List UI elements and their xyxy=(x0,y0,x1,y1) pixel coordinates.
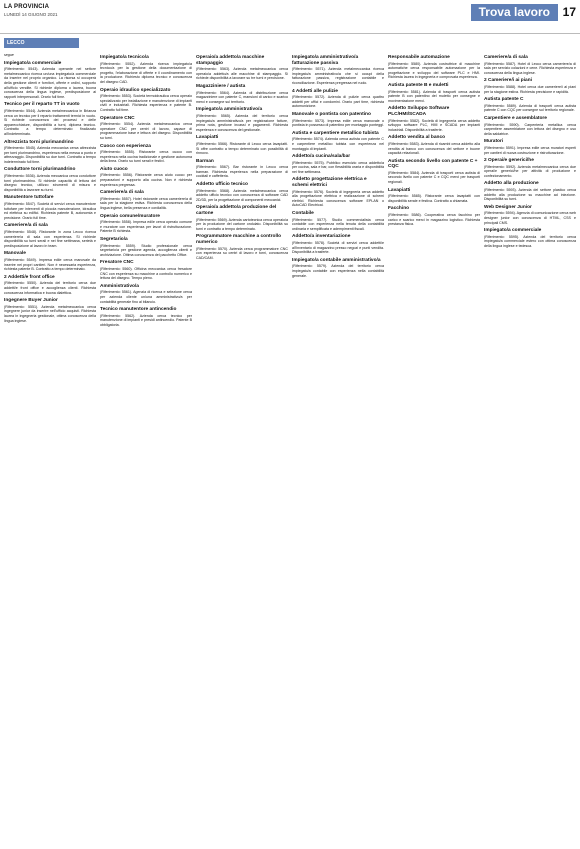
listing-title: Addetto/a cucina/sala/bar xyxy=(292,154,351,160)
newspaper-name: LA PROVINCIA xyxy=(4,4,50,10)
section-title-light: lavoro xyxy=(513,5,550,19)
column-tag: LECCO xyxy=(4,38,79,48)
listing-body: (Riferimento: 5590). Carpenteria metallica cerca carpentiere assemblatore con lettura del disegno e uso della saldatrice. xyxy=(484,122,576,136)
listing-body: (Riferimento: 5554). Azienda metalmeccanica cerca operatore CNC per centri di lavoro, capace di programmazione base e lettura del disegno. Disponibilità su turni. xyxy=(100,122,192,140)
section-title xyxy=(471,4,558,21)
listing-title: Muratori xyxy=(484,139,504,145)
listing-body: (Riferimento: 5568). Azienda metalmeccanica cerca addetto ufficio tecnico con conoscenza di software CAD 2D/3D, per la progettazione di componenti meccanici. xyxy=(196,188,288,202)
listing-body: (Riferimento: 5562). Azienda cerca tecnico per manutenzione di impianti e presidi antincendio. Patente B obbligatoria. xyxy=(100,313,192,327)
listing-title: Barman xyxy=(196,158,214,164)
listing-body: (Riferimento: 5577). Studio commercialista cerca contabile con esperienza nella tenuta della contabilità ordinaria e semplificata e adempimenti fiscali. xyxy=(292,217,384,231)
listing-title: Magazziniere / autista xyxy=(196,83,246,89)
listing-body: (Riferimento: 5547). Società di servizi cerca manutentore tuttofare per interventi di piccola manutenzione, idraulica ed elettrica su edifici. Richiesta patente B, autonomia e precisione. Orario full time. xyxy=(4,202,96,220)
listing-body: (Riferimento: 5564). Azienda di distribuzione cerca magazziniere con patente C, mansioni di carico e scarico merci e consegne sul territorio. xyxy=(196,90,288,104)
listing-title: Autista patente C xyxy=(484,97,524,103)
listing-title: Tecnico per il reparto TT in vuoto xyxy=(4,102,80,108)
listing-body: (Riferimento: 5548). Ristorante in zona Lecco ricerca cameriere/a di sala con esperienza. Si richiede disponibilità su turni serali e nei fine settimana, serietà e predisposizione al lavoro in team. xyxy=(4,230,96,248)
listing-body: (Riferimento: 5551). Azienda metalmeccanica cerca ingegnere junior da inserire nell'ufficio acquisti. Richiesta laurea in ingegneria gestionale, ottima conoscenza della lingua inglese. xyxy=(4,304,96,323)
listing-body: (Riferimento: 5544). Azienda metalmeccanica in Brianza cerca un tecnico per il reparto trattamenti termici in vuoto. Si richiede conoscenza dei processi e delle apparecchiature, disponibilità a turni, diploma tecnico. Contratto a tempo determinato finalizzato all'indeterminato. xyxy=(4,108,96,136)
listing-title: Operatore CNC xyxy=(100,115,135,121)
listing-column xyxy=(100,52,192,844)
listing-body: (Riferimento: 5543). Azienda operante nel settore metalmeccanico ricerca un/una impiegato/a commerciale da inserire nel proprio organico. La risorsa si occuperà della gestione clienti e fornitori, offerte e ordini, supporto all'ufficio vendite. Si richiede diploma o laurea, buona conoscenza della lingua inglese, predisposizione ai rapporti interpersonali. Orario full time. xyxy=(4,67,96,99)
listing-body: (Riferimento: 5594). Agenzia di comunicazione cerca web designer junior con conoscenza di HTML, CSS e principali CMS. xyxy=(484,211,576,225)
listing-title: Operaio/a addetto/a produzione del cartone xyxy=(196,205,277,217)
listing-body: (Riferimento: 5565). Azienda del territorio cerca impiegato/a amministrativo/a per registrazione fatture, prima nota, gestione incassi e pagamenti. Richiesta esperienza e conoscenza del gestionale. xyxy=(196,113,288,132)
listing-title: Aiuto cuoco xyxy=(100,166,128,172)
listing-title: Manovale o pontista con patentino xyxy=(292,111,371,117)
listing-title: Addetto ufficio tecnico xyxy=(196,182,248,188)
listing-body: (Riferimento: 5559). Studio professionale cerca segretario/a per gestione agenda, accoglienza clienti e archiviazione. Ottima conoscenza del pacchetto Office. xyxy=(100,243,192,257)
listing-body: (Riferimento: 5592). Azienda metalmeccanica cerca due operai/e generici/he per attività di produzione e confezionamento. xyxy=(484,164,576,178)
listing-title: Carpentiere e assemblatore xyxy=(484,115,547,121)
listing-title: Fresatore CNC xyxy=(100,260,134,266)
listing-body: (Riferimento: 5587). Hotel di Lecco cerca cameriere/a di sala per servizio colazioni e cene. Richiesta esperienza e conoscenza della lingua inglese. xyxy=(484,61,576,75)
listing-title: Cameriere/a di sala xyxy=(4,223,48,229)
listing-title: Autista patente B e muletti xyxy=(388,82,449,88)
listing-title: Cameriere/a di sala xyxy=(100,190,144,196)
listing-body: (Riferimento: 5581). Azienda di trasporti cerca autista patente B con patentino del muletto per consegne e movimentazione merci. xyxy=(388,89,480,103)
listing-title: Operaio idraulico specializzato xyxy=(100,87,171,93)
listing-body: (Riferimento: 5549). Impresa edile cerca manovale da inserire nei propri cantieri. Non è necessaria esperienza, richiesta patente B. Contratto a tempo determinato. xyxy=(4,257,96,272)
listing-body: (Riferimento: 5550). Azienda del territorio cerca due addetti/e front office e accoglienza clienti. Richiesta conoscenza informatica e buona dialettica. xyxy=(4,281,96,295)
listing-body: (Riferimento: 5567). Bar ristorante in Lecco cerca barman. Richiesta esperienza nella preparazione di cocktail e caffetteria. xyxy=(196,165,288,179)
listing-column xyxy=(388,52,480,844)
listing-body: (Riferimento: 5586). Cooperativa cerca facchino per carico e scarico merci in magazzino logistico. Richiesta prestanza fisica. xyxy=(388,213,480,227)
job-listings xyxy=(4,52,576,844)
listing-body: (Riferimento: 5576). Società di ingegneria cerca addetto alla progettazione elettrica e realizzazione di schemi elettrici. Richiesta conoscenza software EPLAN o AutoCAD Electrical. xyxy=(292,189,384,208)
listing-title: Programmatore macchine a controllo numerico xyxy=(196,234,282,245)
listing-body: (Riferimento: 5591). Impresa edile cerca muratori esperti per cantieri di nuova costruzione e ristrutturazione. xyxy=(484,145,576,155)
listing-title: Manovale xyxy=(4,251,26,257)
page-header xyxy=(0,0,580,34)
listing-title: Autista e carpentiere metallico tubista xyxy=(292,130,379,136)
listing-body: (Riferimento: 5555). Ristorante cerca cuoco con esperienza nella cucina tradizionale e gestione autonoma della linea. Orario su turni serali e festivi. xyxy=(100,150,192,164)
listing-body: (Riferimento: 5582). Società di ingegneria cerca addetto sviluppo software PLC, HMI e SCADA per impianti industriali. Disponibilità a trasferte. xyxy=(388,118,480,132)
listing-body: (Riferimento: 5563). Azienda metalmeccanica cerca operaio/a addetto/a alle macchine di stampaggio. Si richiede disponibilità a lavorare su tre turni e precisione. xyxy=(196,67,288,81)
listing-title: Altrezzista torni plurimandrino xyxy=(4,139,74,145)
listing-title: Operaio/a addetto/a macchine stampaggio xyxy=(196,55,265,66)
listing-title: Operaio comune/muratore xyxy=(100,213,160,219)
listing-body: (Riferimento: 5593). Azienda del settore plastico cerca addetto alla produzione su macchine ad iniezione. Disponibilità su turni. xyxy=(484,188,576,202)
listing-body: (Riferimento: 5572). Azienda di pulizie cerca quattro addetti per uffici e condomini. Orario part time, richiesta automunizione. xyxy=(292,95,384,109)
listing-body: (Riferimento: 5574). Azienda cerca autista con patente C e carpentiere metallico tubista con esperienza nel montaggio di impianti. xyxy=(292,137,384,151)
page-number: 17 xyxy=(562,5,576,19)
listing-body: (Riferimento: 5557). Hotel ristorante cerca cameriere/a di sala per la stagione estiva. Richiesta conoscenza della lingua inglese, bella presenza e cordialità. xyxy=(100,196,192,211)
issue-date: LUNEDÌ 14 GIUGNO 2021 xyxy=(4,12,58,17)
listing-title: Amministrativo/a xyxy=(100,283,139,289)
listing-title: Responsabile automazione xyxy=(388,55,450,60)
listing-title: Cameriere/a di sala xyxy=(484,55,528,60)
listing-body: (Riferimento: 5571). Azienda metalmeccanica ricerca impiegato/a amministrativo/a che si occupi della fatturazione passiva, registrazione contabile e riconciliazione. Esperienza pregressa nel ruolo. xyxy=(292,67,384,85)
listing-title: Addetto/a inventariazione xyxy=(292,234,351,240)
listing-title: Facchino xyxy=(388,206,410,212)
listing-body: (Riferimento: 5569). Azienda cartotecnica cerca operaio/a per la produzione del cartone ondulato. Disponibilità su turni e contratto a tempo determinato. xyxy=(196,217,288,231)
listing-title: Addetto alla produzione xyxy=(484,181,539,187)
listing-title: 2 Cameriere/i ai piani xyxy=(484,78,532,84)
listing-title: Cuoco con esperienza xyxy=(100,143,151,149)
listing-title: Manutentore tuttofare xyxy=(4,195,54,201)
listing-column xyxy=(292,52,384,844)
listing-title: Conduttore torni plurimandrino xyxy=(4,167,76,173)
listing-title: Ingegnere Buyer Junior xyxy=(4,298,58,304)
listing-title: Impiegato/a contabile amministrativo/a xyxy=(292,257,381,263)
listing-body: (Riferimento: 5552). Azienda ricerca impiegato/a tecnico/a per la gestione della documentazione di progetto, l'elaborazione di offerte e il coordinamento con la produzione. Richiesto diploma tecnico e conoscenza del disegno CAD. xyxy=(100,61,192,84)
listing-title: Addetto Sviluppo Software PLC/HMI/SCADA xyxy=(388,106,450,117)
listing-body: (Riferimento: 5566). Ristorante di Lecco cerca lavapiatti. Si offre contratto a tempo determinato con possibilità di rinnovo. xyxy=(196,141,288,156)
listing-body: (Riferimento: 5585). Ristorante cerca lavapiatti con disponibilità serale e festiva. Contratto a chiamata. xyxy=(388,194,480,203)
listing-body: (Riferimento: 5579). Azienda del territorio cerca impiegato/a contabile con esperienza nella contabilità generale. xyxy=(292,264,384,278)
listing-body: (Riferimento: 5556). Ristorante cerca aiuto cuoco per preparazioni e supporto alla cucina. Non è richiesta esperienza pregressa. xyxy=(100,173,192,187)
listing-title: Impiegato/a tecnico/a xyxy=(100,55,149,60)
listing-body: (Riferimento: 5545). Azienda meccanica cerca altrezzista per torni plurimandrino, esperienza nella messa a punto e attrezzaggio. Disponibilità su due turni. Contratto a tempo indeterminato full time. xyxy=(4,146,96,164)
listing-title: Impiegato/a amministrativo/a fatturazione passiva xyxy=(292,55,359,66)
continued-label: segue xyxy=(4,53,14,57)
listing-title: Autista secondo livello con patente C + CQC xyxy=(388,158,478,170)
listing-title: Impiegato/a commerciale xyxy=(484,228,542,234)
listing-body: (Riferimento: 5578). Società di servizi cerca addetti/e all'inventario di magazzino presso negozi e punti vendita. Disponibilità a trasferte. xyxy=(292,241,384,255)
listing-title: Tecnico manutentore antincendio xyxy=(100,307,177,313)
section-title-bold: Trova xyxy=(478,5,511,19)
listing-body: (Riferimento: 5589). Azienda di trasporti cerca autista patente C con CQC per consegne sul territorio regionale. xyxy=(484,103,576,113)
listing-title: Addetto vendita al banco xyxy=(388,135,446,141)
listing-title: 2 Operai/e generici/he xyxy=(484,158,534,164)
listing-body: (Riferimento: 5553). Società termoidraulica cerca operaio specializzato per installazione e manutenzione di impianti civili e industriali. Richiesta esperienza e patente B. Contratto full time. xyxy=(100,94,192,112)
listing-column xyxy=(196,52,288,844)
listing-title: Impiegato/a amministrativo/a xyxy=(196,107,263,113)
listing-body: (Riferimento: 5570). Azienda cerca programmatore CNC con esperienza su centri di lavoro e torni, conoscenza CAD/CAM. xyxy=(196,246,288,260)
listing-title: Lavapiatti xyxy=(196,135,219,141)
listing-body: (Riferimento: 5536). Azienda meccanica cerca conduttore torni plurimandrino. Si richiede capacità di lettura del disegno tecnico, utilizzo strumenti di misura e disponibilità a lavorare su turni. xyxy=(4,174,96,192)
listing-column xyxy=(4,52,96,844)
listing-body: (Riferimento: 5575). Pubblico esercizio cerca addetto/a per cucina, sala e bar, con flessibilità oraria e disponibilità nei fine settimana. xyxy=(292,160,384,174)
listing-body: (Riferimento: 5558). Impresa edile cerca operaio comune e muratore con esperienza per lavori di ristrutturazione. Patente B richiesta. xyxy=(100,220,192,234)
listing-body: (Riferimento: 5573). Impresa edile cerca manovale o pontista in possesso di patentino per montaggio ponteggi. xyxy=(292,118,384,128)
listing-title: Addetto progettazione elettrica e schemi elettrici xyxy=(292,177,367,189)
listing-title: Impiegato/a commerciale xyxy=(4,60,62,66)
listing-title: Web Designer Junior xyxy=(484,204,532,210)
listing-title: 2 Addetti/e front office xyxy=(4,274,55,280)
listing-body: (Riferimento: 5560). Officina meccanica cerca fresatore CNC con esperienza su macchine a controllo numerico e lettura del disegno. Tempo pieno. xyxy=(100,266,192,281)
listing-body: (Riferimento: 5595). Azienda del territorio cerca impiegato/a commerciale estero con ottima conoscenza della lingua inglese e tedesca. xyxy=(484,234,576,248)
listing-body: (Riferimento: 5580). Azienda costruttrice di macchine automatiche cerca responsabile automazione per la progettazione e sviluppo del software PLC e HMI. Richiesta laurea in ingegneria e comprovata esperienza. xyxy=(388,61,480,80)
listing-title: Lavapiatti xyxy=(388,187,411,193)
listing-title: Contabile xyxy=(292,211,314,217)
listing-title: Segretario/a xyxy=(100,237,128,242)
listing-column xyxy=(484,52,576,844)
listing-title: 4 Addetti alle pulizie xyxy=(292,88,338,94)
listing-body: (Riferimento: 5561). Agenzia di ricerca e selezione cerca per azienda cliente un/una amministrativo/a per contabilità generale fino al bilancio. xyxy=(100,290,192,304)
listing-body: (Riferimento: 5584). Azienda di trasporti cerca autista di secondo livello con patente C e CQC merci per trasporti regionali. xyxy=(388,170,480,185)
listing-body: (Riferimento: 5583). Azienda di ricambi cerca addetto alla vendita al banco con conoscenza del settore e buone capacità relazionali. xyxy=(388,141,480,156)
listing-body: (Riferimento: 5588). Hotel cerca due cameriere/i ai piani per la stagione estiva. Richiesta precisione e rapidità. xyxy=(484,84,576,94)
